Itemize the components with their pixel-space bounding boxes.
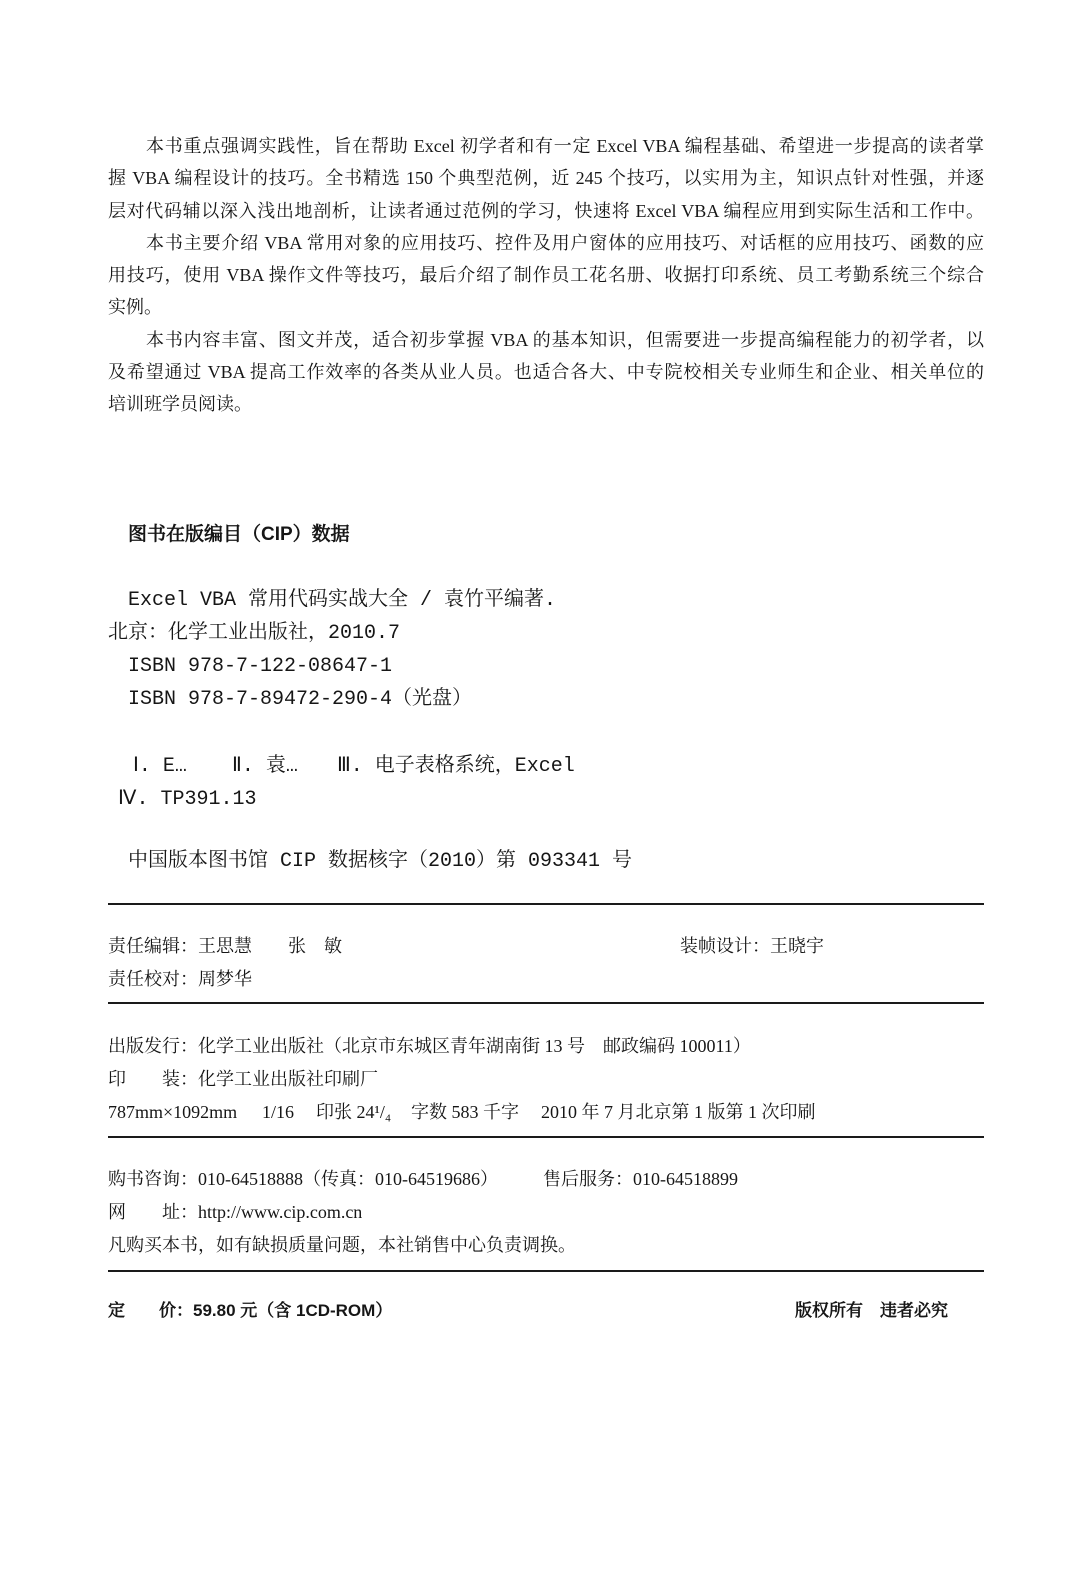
after-sales-value: 010-64518899 <box>633 1169 738 1189</box>
description-paragraph <box>108 324 984 421</box>
spec-sheets: 印张 24¹/₄ <box>316 1102 392 1122</box>
credit-label: 装帧设计： <box>680 936 770 956</box>
spec-format: 787mm×1092mm <box>108 1102 238 1122</box>
after-sales-label: 售后服务： <box>543 1169 633 1189</box>
website-line <box>108 1198 362 1226</box>
cip-classification-number: Ⅳ. TP391.13 <box>118 788 257 811</box>
spec-folio: 1/16 <box>262 1102 295 1122</box>
spec-word-count: 字数 583 千字 <box>411 1102 519 1122</box>
credit-value: 周梦华 <box>198 969 252 989</box>
cip-imprint-line: 北京：化学工业出版社，2010.7 <box>108 622 401 645</box>
description-line: 层对代码辅以深入浅出地剖析，让读者通过范例的学习，快速将 Excel VBA 编程应用到实际生活和工作中。 <box>108 200 984 221</box>
publisher-label: 出版发行： <box>108 1036 198 1056</box>
description-line: 用技巧，使用 VBA 操作文件等技巧，最后介绍了制作员工花名册、收据打印系统、员工考勤系统三个综合 <box>108 265 984 285</box>
divider-rule <box>108 1002 984 1004</box>
printer-label: 印 装： <box>108 1069 198 1089</box>
cip-isbn-line: ISBN 978-7-89472-290-4（光盘） <box>128 688 473 711</box>
after-sales-line <box>543 1165 738 1193</box>
credit-label: 责任编辑： <box>108 936 198 956</box>
price-line <box>108 1297 392 1325</box>
orders-label: 购书咨询： <box>108 1169 198 1189</box>
cip-isbn-line: ISBN 978-7-122-08647-1 <box>128 655 393 678</box>
cip-classification-item: Ⅲ. 电子表格系统，Excel <box>337 755 575 778</box>
divider-rule <box>108 1270 984 1272</box>
spec-edition: 2010 年 7 月北京第 1 版第 1 次印刷 <box>541 1102 816 1122</box>
description-line: 及希望通过 VBA 提高工作效率的各类从业人员。也适合各大、中专院校相关专业师生和企业、相关单位的 <box>108 361 984 382</box>
orders-value: 010-64518888（传真：010-64519686） <box>198 1169 498 1189</box>
credit-design <box>680 932 824 960</box>
credit-proofreader <box>108 965 252 993</box>
credit-value: 王晓宇 <box>770 936 824 956</box>
cip-classification-item: Ⅰ. E… <box>133 755 187 778</box>
book-description <box>108 130 984 420</box>
credit-label: 责任校对： <box>108 969 198 989</box>
price-value: 59.80 元（含 1CD-ROM） <box>193 1301 393 1320</box>
description-line: 本书内容丰富、图文并茂，适合初步掌握 VBA 的基本知识，但需要进一步提高编程能力的初学者，以 <box>146 329 984 350</box>
price-label: 定 价： <box>108 1301 193 1320</box>
publisher-line <box>108 1032 751 1060</box>
publisher-value: 化学工业出版社（北京市东城区青年湖南街 13 号 邮政编码 100011） <box>198 1036 751 1056</box>
description-line: 本书主要介绍 VBA 常用对象的应用技巧、控件及用户窗体的应用技巧、对话框的应用技巧、函数的应 <box>146 232 984 253</box>
website-url: http://www.cip.com.cn <box>198 1202 363 1222</box>
copyright-notice: 版权所有 违者必究 <box>795 1301 948 1320</box>
credit-value: 王思慧 张 敏 <box>198 936 342 956</box>
description-paragraph <box>108 227 984 324</box>
website-label: 网 址： <box>108 1202 198 1222</box>
replacement-notice: 凡购买本书，如有缺损质量问题，本社销售中心负责调换。 <box>108 1235 576 1255</box>
divider-rule <box>108 1136 984 1138</box>
printer-line <box>108 1065 378 1093</box>
description-line: 实例。 <box>108 297 162 318</box>
description-line: 培训班学员阅读。 <box>108 394 252 414</box>
cip-record-number: 中国版本图书馆 CIP 数据核字（2010）第 093341 号 <box>128 850 633 873</box>
description-paragraph <box>108 130 984 227</box>
cip-heading: 图书在版编目（CIP）数据 <box>128 524 350 545</box>
divider-rule <box>108 903 984 905</box>
printer-value: 化学工业出版社印刷厂 <box>198 1069 378 1089</box>
description-line: 握 VBA 编程设计的技巧。全书精选 150 个典型范例，近 245 个技巧，以实用为主，知识点针对性强，并逐 <box>108 168 984 189</box>
orders-line <box>108 1165 498 1193</box>
description-line: 本书重点强调实践性，旨在帮助 Excel 初学者和有一定 Excel VBA 编程基础、希望进一步提高的读者掌 <box>146 136 984 156</box>
cip-classification-item: Ⅱ. 袁… <box>232 755 298 778</box>
credit-editors <box>108 932 342 960</box>
cip-title-line: Excel VBA 常用代码实战大全 / 袁竹平编著. <box>128 589 557 612</box>
